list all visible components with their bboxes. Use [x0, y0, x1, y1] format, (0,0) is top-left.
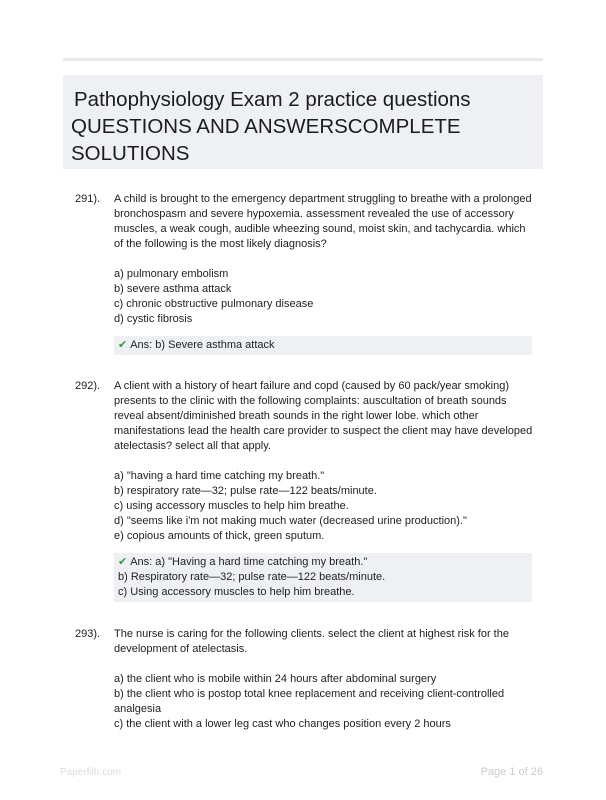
option-item: d) cystic fibrosis [114, 313, 193, 325]
option-item: c) chronic obstructive pulmonary disease [114, 298, 314, 310]
option-item: e) copious amounts of thick, green sputum. [114, 530, 325, 542]
page-number: Page 1 of 26 [480, 766, 543, 778]
question-block-292 [63, 379, 543, 602]
question-number: 291). [75, 193, 101, 205]
answer-text: c) Using accessory muscles to help him breathe. [118, 586, 355, 598]
question-text: A client with a history of heart failure and copd (caused by 60 pack/year smoking) presents to the clinic with the following complaints: auscultation of breath sounds reveal absent/diminished breath sounds in the right lower lobe. which other manifestations lead the health care provider to suspect the client may have developed atelectasis? select all that apply. [114, 380, 533, 452]
question-text: A child is brought to the emergency department struggling to breathe with a prolonged bronchospasm and severe hypoxemia. assessment revealed the use of accessory muscles, a weak cough, audible wheezing sound, moist skin, and tachycardia. which of the following is the most likely diagnosis? [114, 193, 532, 250]
page-title-line-2: QUESTIONS AND ANSWERSCOMPLETE [71, 115, 461, 138]
title-banner [63, 75, 543, 169]
answer-box [114, 553, 532, 602]
question-number: 293). [75, 628, 101, 640]
option-list [114, 469, 534, 544]
option-item: d) "seems like i'm not making much water (decreased urine production)." [114, 515, 467, 527]
question-text: The nurse is caring for the following clients. select the client at highest risk for the development of atelectasis. [114, 628, 509, 655]
option-item: b) the client who is postop total knee replacement and receiving client-controlled analgesia [114, 688, 505, 715]
footer-watermark: Paperfiltr.com [60, 767, 122, 778]
question-number: 292). [75, 380, 101, 392]
page-title-line-3: SOLUTIONS [71, 142, 190, 165]
question-block-293 [63, 627, 543, 732]
answer-text: Ans: a) "Having a hard time catching my breath." [130, 556, 368, 568]
check-icon: ✔ [118, 556, 128, 568]
option-item: a) pulmonary embolism [114, 268, 229, 280]
answer-text: Ans: b) Severe asthma attack [130, 339, 275, 351]
option-item: c) using accessory muscles to help him breathe. [114, 500, 349, 512]
option-item: a) "having a hard time catching my breath." [114, 470, 325, 482]
page-title-line-1: Pathophysiology Exam 2 practice questions [74, 88, 471, 111]
option-list [114, 672, 534, 732]
option-item: a) the client who is mobile within 24 hours after abdominal surgery [114, 673, 437, 685]
check-icon: ✔ [118, 339, 128, 351]
answer-box [114, 336, 532, 355]
option-list [114, 267, 534, 327]
question-block-291 [63, 192, 543, 355]
option-item: b) severe asthma attack [114, 283, 232, 295]
answer-text: b) Respiratory rate—32; pulse rate—122 beats/minute. [118, 571, 386, 583]
top-divider [63, 58, 543, 61]
option-item: c) the client with a lower leg cast who changes position every 2 hours [114, 718, 451, 730]
option-item: b) respiratory rate—32; pulse rate—122 beats/minute. [114, 485, 377, 497]
